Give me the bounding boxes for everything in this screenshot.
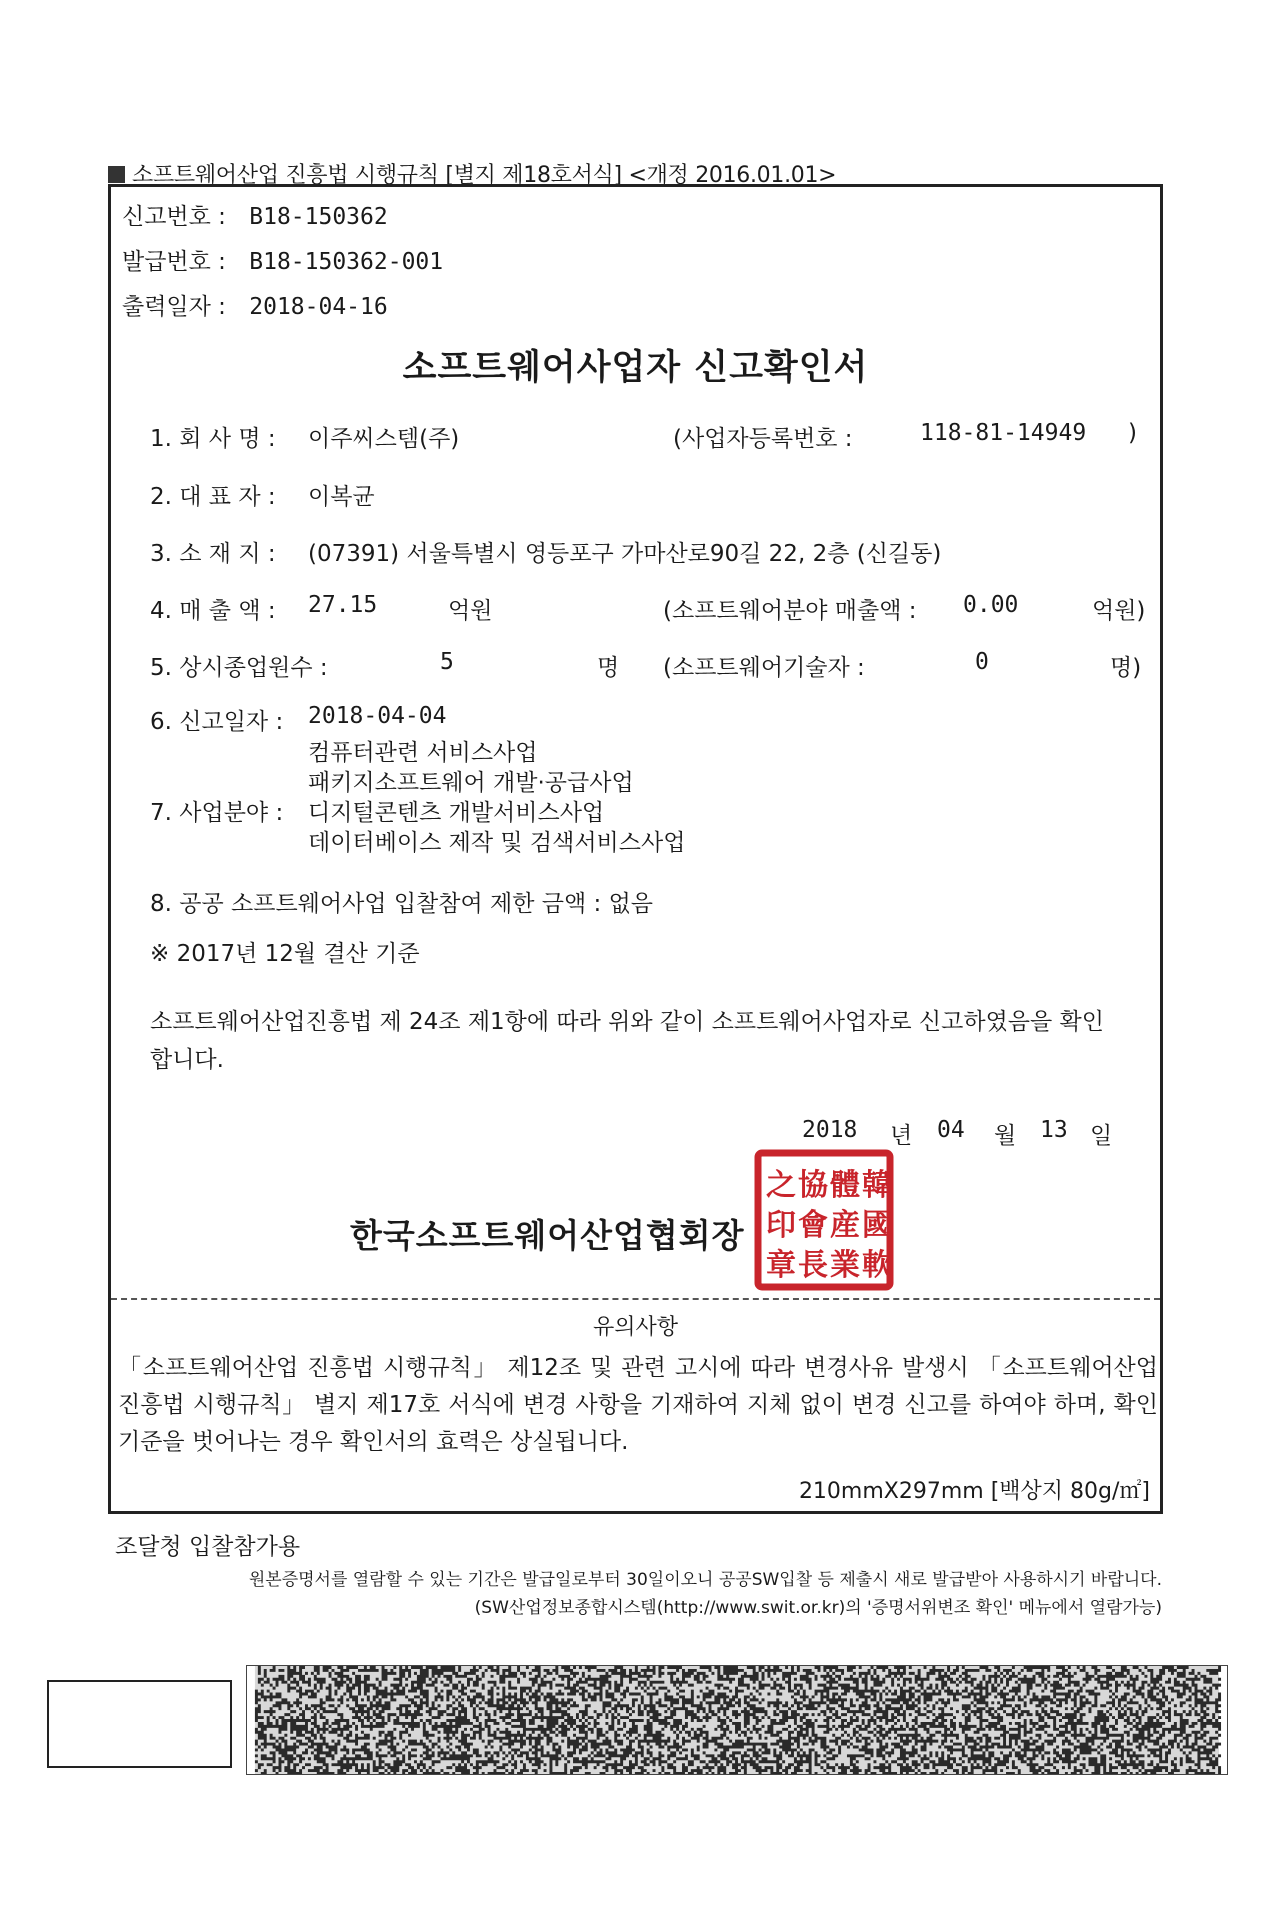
seal-character: 長 (798, 1248, 828, 1283)
print-date-line (122, 288, 388, 321)
field-sales-value: 27.15 (308, 592, 378, 618)
field-employees-unit: 명 (597, 655, 620, 681)
field-sw-engineers-value: 0 (975, 649, 989, 675)
seal-character: 國 (862, 1208, 892, 1243)
seal-character: 體 (830, 1168, 860, 1203)
stamp-box (47, 1680, 232, 1768)
field-sw-engineers-label: (소프트웨어기술자 : (663, 655, 865, 681)
print-date-value: 2018-04-16 (249, 294, 388, 320)
notes-title: 유의사항 (592, 1315, 678, 1340)
issue-date-day: 13 (1040, 1117, 1068, 1143)
issuer-name: 한국소프트웨어산업협회장 (350, 1216, 745, 1255)
field-address-value: (07391) 서울특별시 영등포구 가마산로90길 22, 2층 (신길동) (308, 541, 942, 567)
issue-date-month-unit: 월 (994, 1123, 1017, 1149)
square-bullet-icon (108, 166, 125, 183)
field-bid-limit-label: 8. 공공 소프트웨어사업 입찰참여 제한 금액 : (150, 891, 602, 917)
business-field-item: 디지털콘텐츠 개발서비스사업 (308, 800, 605, 826)
seal-character: 軟 (862, 1248, 892, 1283)
basis-note: ※ 2017년 12월 결산 기준 (150, 941, 420, 967)
field-report-date-label: 6. 신고일자 : (150, 709, 284, 735)
document-title: 소프트웨어사업자 신고확인서 (402, 348, 869, 388)
issue-number-label: 발급번호 : (122, 249, 226, 275)
security-barcode-icon (246, 1665, 1228, 1775)
field-sales-unit: 억원 (448, 598, 493, 624)
issue-number-line (122, 243, 443, 276)
seal-character: 章 (766, 1248, 796, 1283)
issue-date-year: 2018 (802, 1117, 858, 1143)
section-divider (111, 1298, 1160, 1300)
field-sw-sales-unit: 억원) (1092, 598, 1146, 624)
field-company-label: 1. 회 사 명 : (150, 426, 276, 452)
field-employees-value: 5 (440, 649, 454, 675)
field-sw-engineers-unit: 명) (1110, 655, 1142, 681)
seal-character: 印 (766, 1208, 796, 1243)
confirmation-statement: 소프트웨어산업진흥법 제 24조 제1항에 따라 위와 같이 소프트웨어사업자로 신고하였음을 확인합니다. (150, 1009, 1104, 1073)
seal-character: 業 (830, 1248, 860, 1283)
seal-character: 會 (798, 1208, 828, 1243)
field-bid-limit-value: 없음 (608, 891, 654, 917)
field-business-fields-label: 7. 사업분야 : (150, 800, 284, 826)
field-address-label: 3. 소 재 지 : (150, 541, 276, 567)
business-field-item: 패키지소프트웨어 개발·공급사업 (308, 770, 634, 796)
report-number-label: 신고번호 : (122, 204, 226, 230)
business-field-item: 컴퓨터관련 서비스사업 (308, 740, 538, 766)
report-number-value: B18-150362 (249, 204, 388, 230)
issue-date-month: 04 (937, 1117, 965, 1143)
seal-character: 韓 (862, 1168, 892, 1203)
field-sw-sales-value: 0.00 (963, 592, 1019, 618)
seal-character: 産 (830, 1208, 860, 1243)
notes-body: 「소프트웨어산업 진흥법 시행규칙」 제12조 및 관련 고시에 따라 변경사유 발생시 「소프트웨어산업 진흥법 시행규칙」 별지 제17호 서식에 변경 사항을 기재하여 지체 없이 변경 신고를 하여야 하며, 확인기준을 벗어나는 경우 확인서의 효력은 상실됩니다. (118, 1355, 1158, 1455)
paper-spec: 210mmX297mm [백상지 80g/㎡] (798, 1479, 1150, 1504)
field-employees-label: 5. 상시종업원수 : (150, 655, 328, 681)
footer-note-validity: 원본증명서를 열람할 수 있는 기간은 발급일로부터 30일이오니 공공SW입찰 등 제출시 새로 발급받아 사용하시기 바랍니다. (248, 1570, 1162, 1590)
print-date-label: 출력일자 : (122, 294, 226, 320)
field-sales-label: 4. 매 출 액 : (150, 598, 276, 624)
field-company-value: 이주씨스템(주) (308, 426, 460, 452)
usage-label: 조달청 입찰참가용 (115, 1534, 301, 1560)
form-notice-text: 소프트웨어산업 진흥법 시행규칙 [별지 제18호서식] <개정 2016.01.01> (132, 163, 837, 188)
issue-number-value: B18-150362-001 (249, 249, 444, 275)
issue-date-year-unit: 년 (890, 1123, 913, 1149)
seal-character: 協 (798, 1168, 828, 1203)
issue-date-day-unit: 일 (1090, 1123, 1113, 1149)
field-business-reg-close: ) (1128, 420, 1137, 446)
report-number-line (122, 198, 388, 231)
field-bid-limit (150, 885, 653, 918)
seal-character: 之 (766, 1168, 796, 1203)
official-seal-icon (754, 1149, 894, 1291)
business-field-item: 데이터베이스 제작 및 검색서비스사업 (308, 830, 686, 856)
field-representative-label: 2. 대 표 자 : (150, 484, 276, 510)
footer-note-verification: (SW산업정보종합시스템(http://www.swit.or.kr)의 '증명서위변조 확인' 메뉴에서 열람가능) (474, 1598, 1162, 1618)
field-sw-sales-label: (소프트웨어분야 매출액 : (663, 598, 917, 624)
field-business-reg-label: (사업자등록번호 : (673, 426, 853, 452)
field-business-reg-value: 118-81-14949 (920, 420, 1087, 446)
field-report-date-value: 2018-04-04 (308, 703, 447, 729)
field-representative-value: 이복균 (308, 484, 375, 510)
